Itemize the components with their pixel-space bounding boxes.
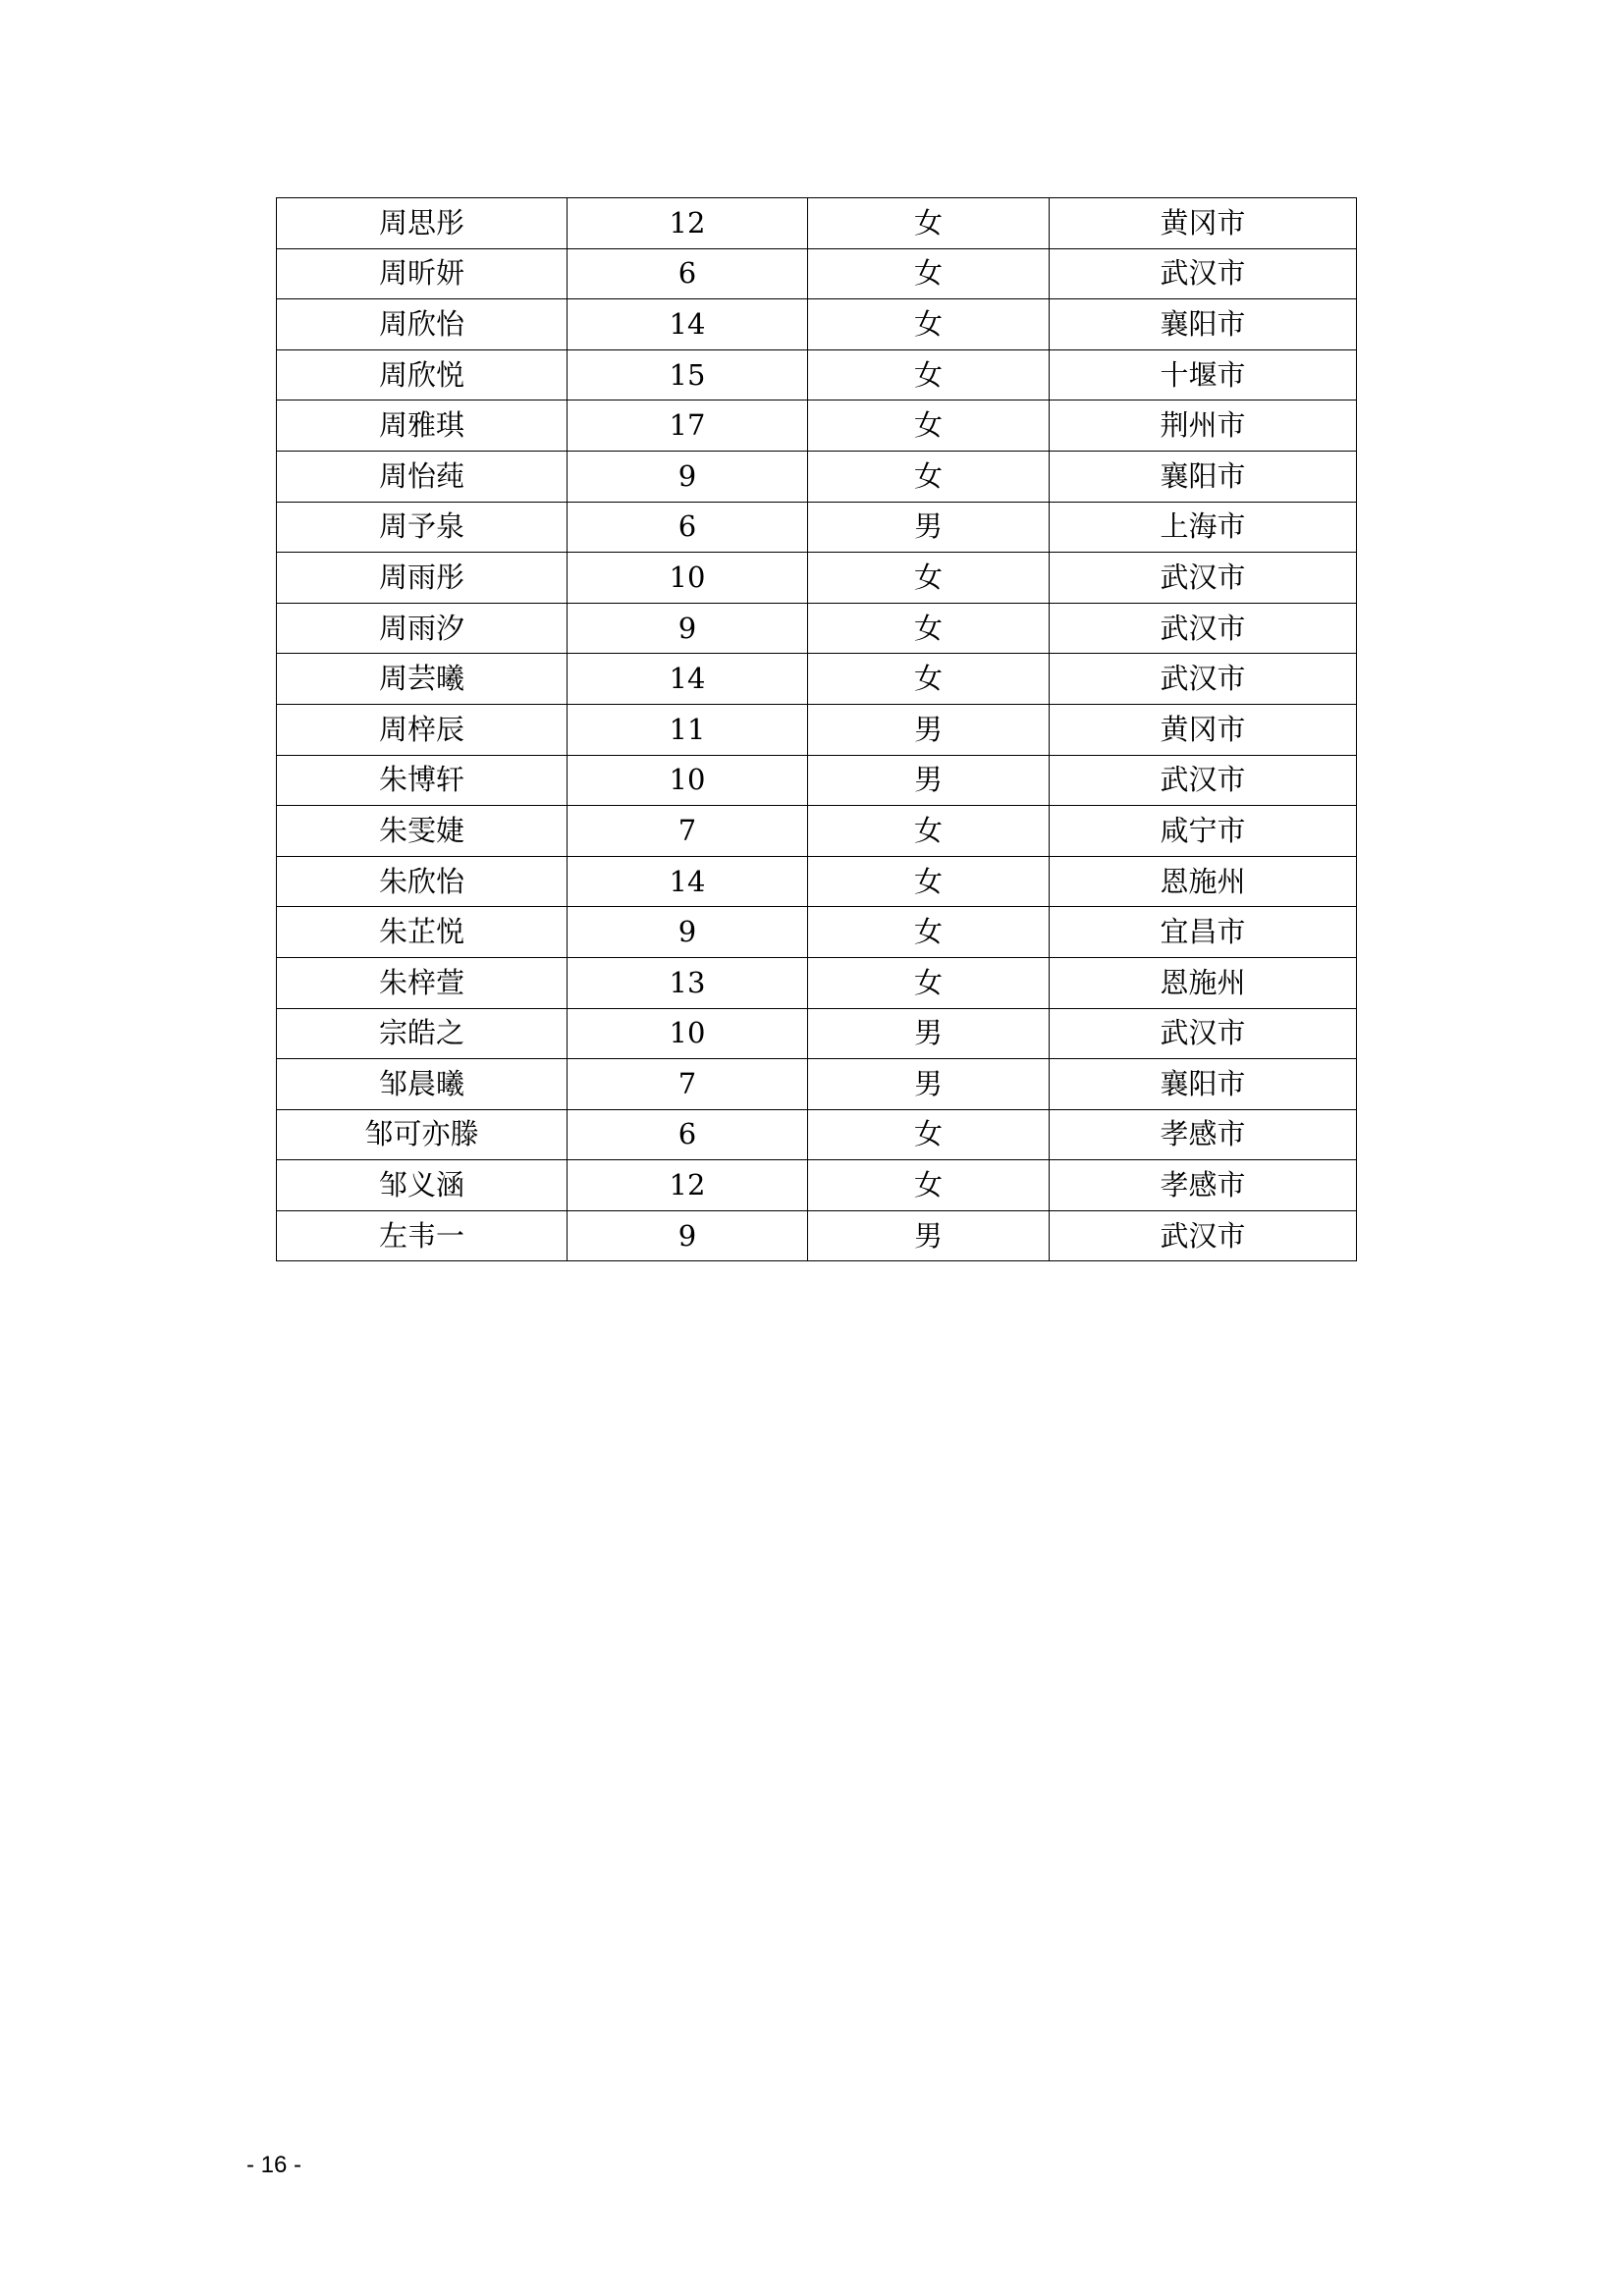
name-cell: 周昕妍: [277, 248, 568, 299]
age-cell: 17: [568, 400, 808, 452]
table-row: [277, 603, 1357, 654]
gender-cell: 男: [808, 704, 1050, 755]
age-cell: 9: [568, 603, 808, 654]
city-cell: 恩施州: [1050, 957, 1357, 1008]
city-cell: 武汉市: [1050, 1008, 1357, 1059]
table-row: [277, 704, 1357, 755]
age-cell: 6: [568, 1109, 808, 1160]
name-cell: 周思彤: [277, 198, 568, 249]
gender-cell: 女: [808, 400, 1050, 452]
roster-table: [276, 197, 1357, 1261]
table-row: [277, 349, 1357, 400]
gender-cell: 女: [808, 349, 1050, 400]
age-cell: 10: [568, 755, 808, 806]
city-cell: 上海市: [1050, 502, 1357, 553]
city-cell: 武汉市: [1050, 654, 1357, 705]
name-cell: 朱博轩: [277, 755, 568, 806]
age-cell: 10: [568, 553, 808, 604]
table-row: [277, 451, 1357, 502]
table-row: [277, 856, 1357, 907]
age-cell: 15: [568, 349, 808, 400]
name-cell: 朱梓萱: [277, 957, 568, 1008]
age-cell: 13: [568, 957, 808, 1008]
age-cell: 12: [568, 1160, 808, 1211]
table-row: [277, 1160, 1357, 1211]
city-cell: 黄冈市: [1050, 704, 1357, 755]
city-cell: 宜昌市: [1050, 907, 1357, 958]
table-row: [277, 1008, 1357, 1059]
age-cell: 12: [568, 198, 808, 249]
age-cell: 14: [568, 856, 808, 907]
city-cell: 武汉市: [1050, 553, 1357, 604]
gender-cell: 女: [808, 806, 1050, 857]
city-cell: 武汉市: [1050, 603, 1357, 654]
gender-cell: 女: [808, 248, 1050, 299]
city-cell: 孝感市: [1050, 1160, 1357, 1211]
name-cell: 周欣悦: [277, 349, 568, 400]
name-cell: 周予泉: [277, 502, 568, 553]
city-cell: 黄冈市: [1050, 198, 1357, 249]
age-cell: 6: [568, 502, 808, 553]
table-row: [277, 198, 1357, 249]
age-cell: 10: [568, 1008, 808, 1059]
city-cell: 襄阳市: [1050, 1059, 1357, 1110]
city-cell: 荆州市: [1050, 400, 1357, 452]
name-cell: 宗皓之: [277, 1008, 568, 1059]
name-cell: 周雨彤: [277, 553, 568, 604]
table-row: [277, 654, 1357, 705]
table-row: [277, 553, 1357, 604]
gender-cell: 女: [808, 907, 1050, 958]
age-cell: 9: [568, 451, 808, 502]
name-cell: 朱芷悦: [277, 907, 568, 958]
table-row: [277, 806, 1357, 857]
gender-cell: 女: [808, 856, 1050, 907]
city-cell: 襄阳市: [1050, 299, 1357, 350]
name-cell: 左韦一: [277, 1210, 568, 1261]
table-row: [277, 755, 1357, 806]
name-cell: 周欣怡: [277, 299, 568, 350]
age-cell: 7: [568, 1059, 808, 1110]
table-row: [277, 907, 1357, 958]
name-cell: 周怡莼: [277, 451, 568, 502]
name-cell: 朱雯婕: [277, 806, 568, 857]
table-row: [277, 1059, 1357, 1110]
age-cell: 7: [568, 806, 808, 857]
gender-cell: 女: [808, 1109, 1050, 1160]
table-row: [277, 957, 1357, 1008]
table-row: [277, 502, 1357, 553]
name-cell: 周芸曦: [277, 654, 568, 705]
name-cell: 朱欣怡: [277, 856, 568, 907]
table-row: [277, 400, 1357, 452]
table-row: [277, 1210, 1357, 1261]
gender-cell: 男: [808, 1210, 1050, 1261]
gender-cell: 女: [808, 553, 1050, 604]
age-cell: 14: [568, 654, 808, 705]
table-row: [277, 1109, 1357, 1160]
city-cell: 十堰市: [1050, 349, 1357, 400]
gender-cell: 男: [808, 1008, 1050, 1059]
gender-cell: 女: [808, 603, 1050, 654]
city-cell: 武汉市: [1050, 1210, 1357, 1261]
table-row: [277, 248, 1357, 299]
name-cell: 邹晨曦: [277, 1059, 568, 1110]
gender-cell: 女: [808, 654, 1050, 705]
name-cell: 邹可亦滕: [277, 1109, 568, 1160]
gender-cell: 女: [808, 957, 1050, 1008]
name-cell: 周雅琪: [277, 400, 568, 452]
age-cell: 9: [568, 907, 808, 958]
gender-cell: 男: [808, 1059, 1050, 1110]
name-cell: 周雨汐: [277, 603, 568, 654]
name-cell: 周梓辰: [277, 704, 568, 755]
city-cell: 咸宁市: [1050, 806, 1357, 857]
gender-cell: 男: [808, 755, 1050, 806]
city-cell: 孝感市: [1050, 1109, 1357, 1160]
gender-cell: 女: [808, 1160, 1050, 1211]
age-cell: 14: [568, 299, 808, 350]
name-cell: 邹义涵: [277, 1160, 568, 1211]
gender-cell: 女: [808, 299, 1050, 350]
age-cell: 11: [568, 704, 808, 755]
gender-cell: 女: [808, 451, 1050, 502]
gender-cell: 女: [808, 198, 1050, 249]
age-cell: 9: [568, 1210, 808, 1261]
city-cell: 恩施州: [1050, 856, 1357, 907]
city-cell: 襄阳市: [1050, 451, 1357, 502]
age-cell: 6: [568, 248, 808, 299]
gender-cell: 男: [808, 502, 1050, 553]
city-cell: 武汉市: [1050, 248, 1357, 299]
table-row: [277, 299, 1357, 350]
city-cell: 武汉市: [1050, 755, 1357, 806]
page-number: - 16 -: [246, 2152, 302, 2178]
